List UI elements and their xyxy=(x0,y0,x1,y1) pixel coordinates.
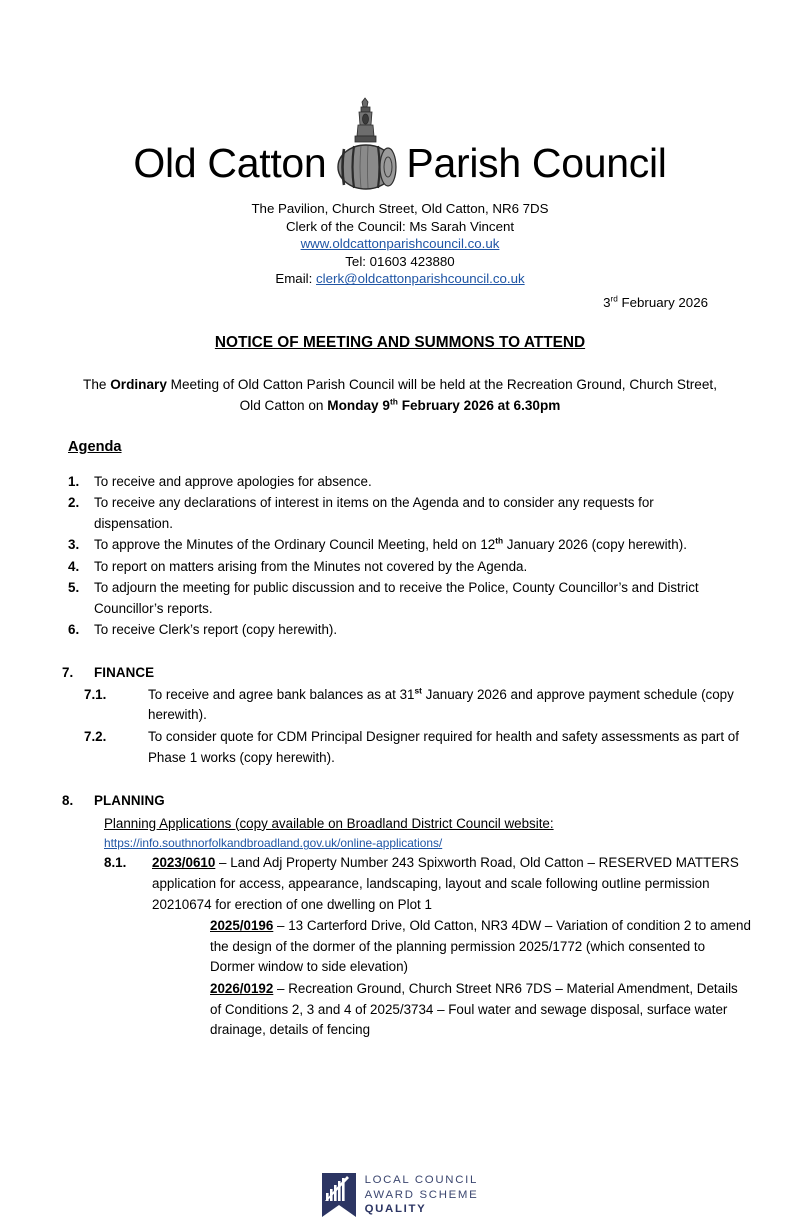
document-date xyxy=(0,295,800,310)
website-link[interactable]: www.oldcattonparishcouncil.co.uk xyxy=(300,236,500,252)
agenda-item-3 xyxy=(68,535,744,556)
planning-heading xyxy=(62,791,752,812)
council-name-right: Parish Council xyxy=(406,139,667,186)
agenda-item-text-pre: To approve the Minutes of the Ordinary Council Meeting, held on 12 xyxy=(94,537,496,553)
planning-application-2 xyxy=(210,916,752,978)
award-line-1: LOCAL COUNCIL xyxy=(364,1174,479,1187)
barrel-cask-icon xyxy=(334,95,398,193)
date-ordinal: rd xyxy=(610,294,618,304)
date-day: 3 xyxy=(603,294,611,310)
agenda-item-number: 4. xyxy=(68,558,80,574)
planning-number: 8. xyxy=(62,792,74,808)
meeting-details-paragraph xyxy=(76,374,724,416)
agenda-item-number: 3. xyxy=(68,537,80,553)
document-page xyxy=(0,92,800,1229)
agenda-item-text: To receive Clerk’s report (copy herewith). xyxy=(94,622,338,638)
planning-application-reference: 2026/0192 xyxy=(210,980,274,996)
agenda-item-number: 1. xyxy=(68,473,80,489)
planning-application-description: – Recreation Ground, Church Street NR6 7DS – Material Amendment, Details of Conditions 2, 3 and 4 of 2025/3734 – Foul water and sewage disposal, surface water drainage, details of fencing xyxy=(210,980,738,1038)
finance-item-text xyxy=(148,685,744,727)
agenda-item-text xyxy=(94,535,704,556)
email-line xyxy=(0,270,800,288)
planning-portal-link[interactable]: https://info.southnorfolkandbroadland.gov.uk/online-applications/ xyxy=(104,836,443,851)
planning-section xyxy=(62,791,752,1041)
agenda-item-1 xyxy=(68,472,744,493)
footer-award-badge xyxy=(0,1173,800,1217)
meeting-when-ordinal: th xyxy=(389,396,398,407)
planning-application-reference: 2023/0610 xyxy=(152,855,216,871)
planning-application-1 xyxy=(104,853,752,915)
finance-item-7-1 xyxy=(84,685,752,727)
agenda-item-text: To receive and approve apologies for absence. xyxy=(94,473,372,489)
planning-application-description: – Land Adj Property Number 243 Spixworth Road, Old Catton – RESERVED MATTERS application for access, appearance, landscaping, layout and scale following outline permission 20210674 for erection of one dwelling on Plot 1 xyxy=(152,855,739,912)
meeting-when-rest: February 2026 at 6.30pm xyxy=(397,397,561,413)
agenda-item-text: To receive any declarations of interest in items on the Agenda and to consider any requests for dispensation. xyxy=(94,495,654,532)
agenda-item-number: 6. xyxy=(68,622,80,638)
meeting-part1: The xyxy=(83,376,111,392)
agenda-item-4 xyxy=(68,557,744,578)
agenda-item-number: 5. xyxy=(68,579,80,595)
meeting-type: Ordinary xyxy=(110,376,167,392)
finance-item-text: To consider quote for CDM Principal Designer required for health and safety assessments as part of Phase 1 works (copy herewith). xyxy=(148,729,739,766)
finance-section xyxy=(62,663,752,769)
council-address: The Pavilion, Church Street, Old Catton, NR6 7DS xyxy=(251,201,549,216)
agenda-item-6 xyxy=(68,620,744,641)
finance-item-text-post: January 2026 and approve payment schedule (copy herewith). xyxy=(148,686,734,723)
planning-application-body xyxy=(152,853,752,915)
council-name-left: Old Catton xyxy=(133,139,327,186)
meeting-when-day: Monday 9 xyxy=(327,397,390,413)
planning-applications-block xyxy=(104,814,752,853)
agenda-list xyxy=(68,472,744,641)
agenda-item-number: 2. xyxy=(68,495,80,511)
finance-item-ordinal: st xyxy=(414,685,422,696)
award-badge-text xyxy=(365,1173,479,1217)
meeting-part2: Meeting of Old Catton Parish Council will be held at the Recreation Ground, Church Street, Old Catton on xyxy=(166,376,717,413)
planning-application-3 xyxy=(210,979,752,1041)
finance-item-number: 7.1. xyxy=(84,686,107,702)
finance-item-7-2 xyxy=(84,727,752,769)
agenda-item-text: To adjourn the meeting for public discussion and to receive the Police, County Councillor’s and District Councillor’s reports. xyxy=(94,579,699,616)
date-rest: February 2026 xyxy=(617,294,708,310)
award-line-3: QUALITY xyxy=(364,1203,427,1216)
agenda-item-text: To report on matters arising from the Minutes not covered by the Agenda. xyxy=(94,558,528,574)
website-line xyxy=(0,235,800,253)
planning-item-number: 8.1. xyxy=(104,855,127,871)
finance-item-text-pre: To receive and agree bank balances as at 31 xyxy=(148,686,415,702)
planning-application-reference: 2025/0196 xyxy=(210,918,274,934)
award-line-2: AWARD SCHEME xyxy=(364,1188,479,1201)
clerk-name: Clerk of the Council: Ms Sarah Vincent xyxy=(285,218,515,234)
telephone: Tel: 01603 423880 xyxy=(345,253,455,269)
agenda-item-5 xyxy=(68,578,744,620)
agenda-item-ordinal: th xyxy=(495,535,504,546)
finance-number: 7. xyxy=(62,664,74,680)
planning-application-description: – 13 Carterford Drive, Old Catton, NR3 4DW – Variation of condition 2 to amend the design of the dormer of the planning permission 2025/1772 (which consented to Dormer window to side elevation) xyxy=(210,918,751,975)
agenda-heading: Agenda xyxy=(68,438,122,455)
planning-title: PLANNING xyxy=(94,792,165,808)
email-label: Email: xyxy=(275,271,313,287)
finance-item-number: 7.2. xyxy=(84,729,107,745)
award-ribbon-icon xyxy=(322,1173,356,1217)
masthead xyxy=(0,92,800,192)
planning-applications-label: Planning Applications (copy available on Broadland District Council website: xyxy=(104,815,554,831)
email-link[interactable]: clerk@oldcattonparishcouncil.co.uk xyxy=(316,271,525,287)
contact-block xyxy=(0,200,800,288)
finance-heading xyxy=(62,663,752,684)
agenda-item-2 xyxy=(68,493,744,535)
notice-heading: NOTICE OF MEETING AND SUMMONS TO ATTEND xyxy=(214,333,586,351)
finance-title: FINANCE xyxy=(94,664,155,680)
agenda-item-text-post: January 2026 (copy herewith). xyxy=(503,537,687,553)
